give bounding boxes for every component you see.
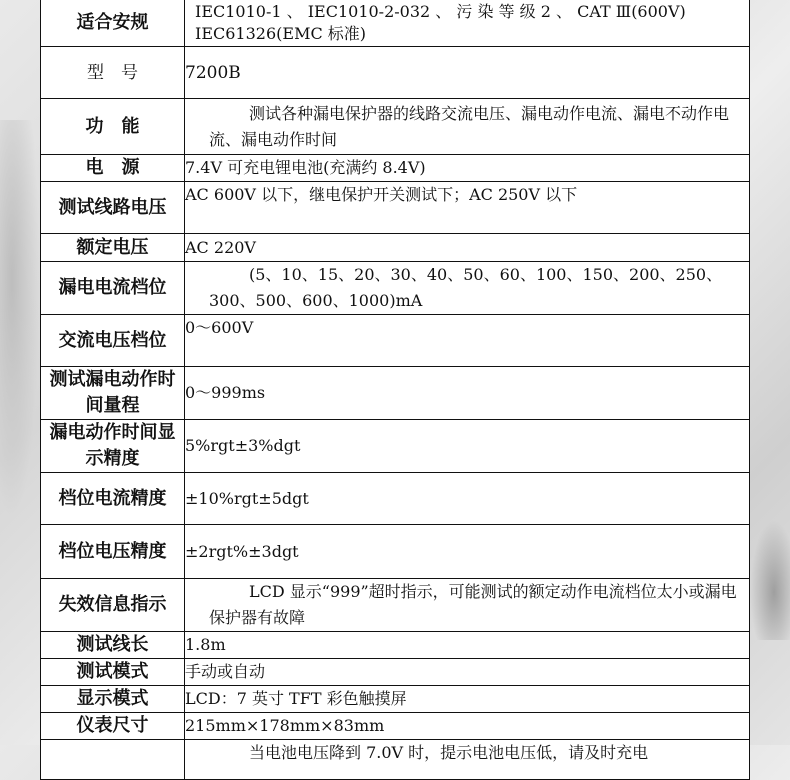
table-row (41, 262, 750, 315)
row-value-rated-voltage: AC 220V (185, 234, 750, 262)
row-value-battery: 当电池电压降到 7.0V 时，提示电池电压低，请及时充电 (185, 740, 750, 780)
row-value-time-accuracy: 5%rgt±3%dgt (185, 420, 750, 473)
table-row (41, 740, 750, 780)
marble-background (0, 120, 40, 520)
row-label-model: 型 号 (41, 47, 185, 99)
table-row (41, 420, 750, 473)
row-label-failure-info: 失效信息指示 (41, 579, 185, 632)
row-label-voltage-accuracy: 档位电压精度 (41, 525, 185, 579)
marble-background-accent (750, 520, 790, 640)
row-value-ac-range: 0～600V (185, 315, 750, 367)
table-row (41, 579, 750, 632)
spec-table (40, 46, 750, 780)
row-value-voltage-accuracy: ±2rgt%±3dgt (185, 525, 750, 579)
table-row (41, 315, 750, 367)
row-label-lead-length: 测试线长 (41, 632, 185, 659)
table-row (41, 234, 750, 262)
row-label-ac-range: 交流电压档位 (41, 315, 185, 367)
row-value-power: 7.4V 可充电锂电池(充满约 8.4V) (185, 155, 750, 182)
row-label-dimensions: 仪表尺寸 (41, 713, 185, 740)
table-row (41, 632, 750, 659)
row-value-function: 测试各种漏电保护器的线路交流电压、漏电动作电流、漏电不动作电流、漏电动作时间 (185, 99, 750, 155)
row-label-time-range: 测试漏电动作时间量程 (41, 367, 185, 420)
row-value-leak-range: (5、10、15、20、30、40、50、60、100、150、200、250、300、500、600、1000)mA (185, 262, 750, 315)
table-row (41, 155, 750, 182)
table-row (41, 182, 750, 234)
row-value-time-range: 0～999ms (185, 367, 750, 420)
safety-line-1: IEC1010-1 、 IEC1010-2-032 、 污 染 等 级 2 、 CAT Ⅲ(600V) (195, 1, 686, 21)
row-label-safety: 适合安规 (41, 0, 185, 47)
row-value-dimensions: 215mm×178mm×83mm (185, 713, 750, 740)
row-value-safety (185, 0, 750, 47)
spec-table-header-row (40, 0, 750, 47)
table-row (41, 686, 750, 713)
table-row (41, 367, 750, 420)
table-row (41, 525, 750, 579)
table-row (41, 713, 750, 740)
row-value-current-accuracy: ±10%rgt±5dgt (185, 473, 750, 525)
row-label-test-mode: 测试模式 (41, 659, 185, 686)
row-label-rated-voltage: 额定电压 (41, 234, 185, 262)
row-value-test-mode: 手动或自动 (185, 659, 750, 686)
row-value-lead-length: 1.8m (185, 632, 750, 659)
safety-line-2: IEC61326(EMC 标准) (195, 23, 367, 43)
row-value-failure-info: LCD 显示“999”超时指示，可能测试的额定动作电流档位太小或漏电保护器有故障 (185, 579, 750, 632)
row-value-display-mode: LCD：7 英寸 TFT 彩色触摸屏 (185, 686, 750, 713)
table-row (41, 99, 750, 155)
row-label-power: 电 源 (41, 155, 185, 182)
row-label-display-mode: 显示模式 (41, 686, 185, 713)
table-row (41, 659, 750, 686)
row-value-model: 7200B (185, 47, 750, 99)
table-row (41, 473, 750, 525)
row-value-test-voltage: AC 600V 以下，继电保护开关测试下；AC 250V 以下 (185, 182, 750, 234)
row-label-test-voltage: 测试线路电压 (41, 182, 185, 234)
table-row (41, 47, 750, 99)
table-row (41, 0, 750, 47)
row-label-leak-range: 漏电电流档位 (41, 262, 185, 315)
row-label-battery (41, 740, 185, 780)
row-label-function: 功 能 (41, 99, 185, 155)
row-label-current-accuracy: 档位电流精度 (41, 473, 185, 525)
row-label-time-accuracy: 漏电动作时间显示精度 (41, 420, 185, 473)
